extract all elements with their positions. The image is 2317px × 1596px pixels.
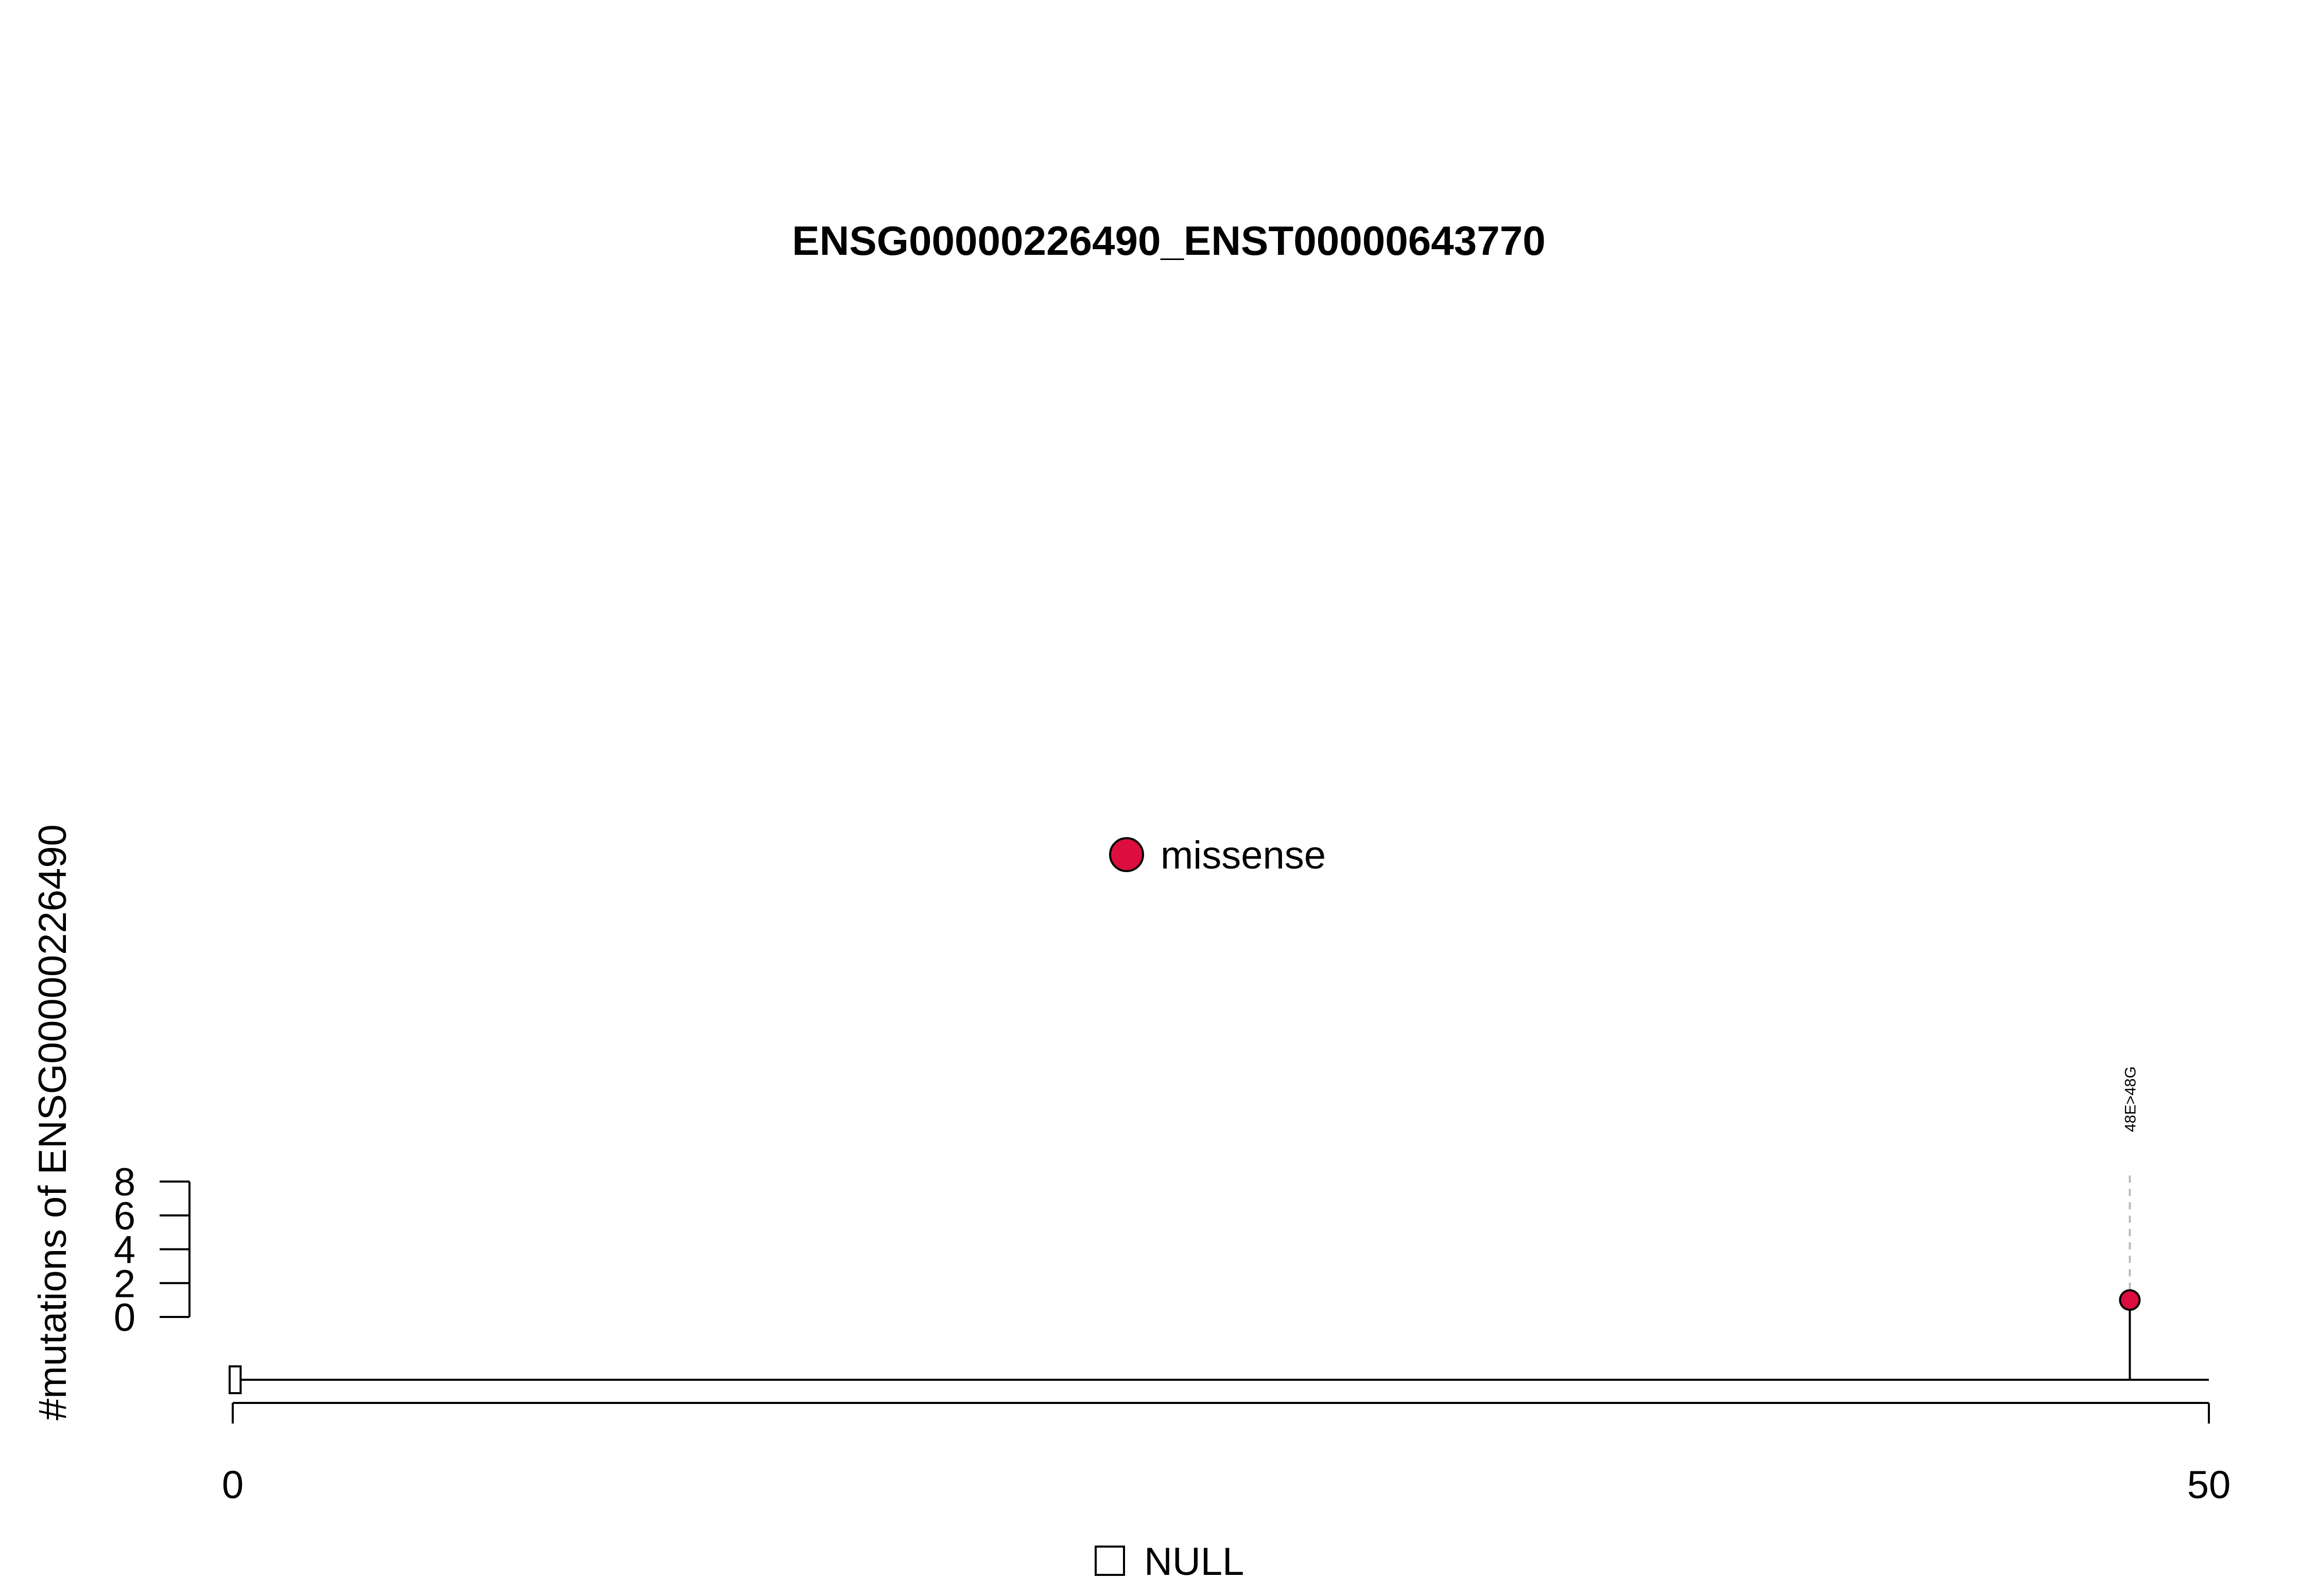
- legend-swatch: [1096, 1547, 1124, 1575]
- y-tick-label: 2: [113, 1262, 136, 1306]
- y-tick-label: 8: [113, 1160, 136, 1204]
- y-tick-label: 0: [113, 1296, 136, 1340]
- legend-bottom: [1096, 1540, 1244, 1584]
- lollipop-head: [2120, 1290, 2139, 1310]
- legend-label: NULL: [1144, 1540, 1244, 1584]
- legend-marker: [1110, 838, 1143, 871]
- y-axis: [114, 1160, 189, 1340]
- lollipops: [2120, 1066, 2139, 1380]
- legend-top: [1110, 834, 1326, 877]
- y-tick-label: 6: [113, 1194, 136, 1238]
- chart-title: ENSG00000226490_ENST00000643770: [792, 218, 1546, 264]
- y-tick-label: 4: [113, 1228, 136, 1272]
- x-tick-label: 0: [221, 1463, 244, 1507]
- x-tick-label: 50: [2187, 1463, 2231, 1507]
- y-axis-label: #mutations of ENSG00000226490: [31, 824, 75, 1420]
- domain-rect: [230, 1366, 240, 1393]
- legend-label: missense: [1161, 834, 1326, 877]
- x-axis: [222, 1403, 2230, 1507]
- domains: [230, 1366, 240, 1393]
- mutation-label: 48E>48G: [2122, 1066, 2139, 1132]
